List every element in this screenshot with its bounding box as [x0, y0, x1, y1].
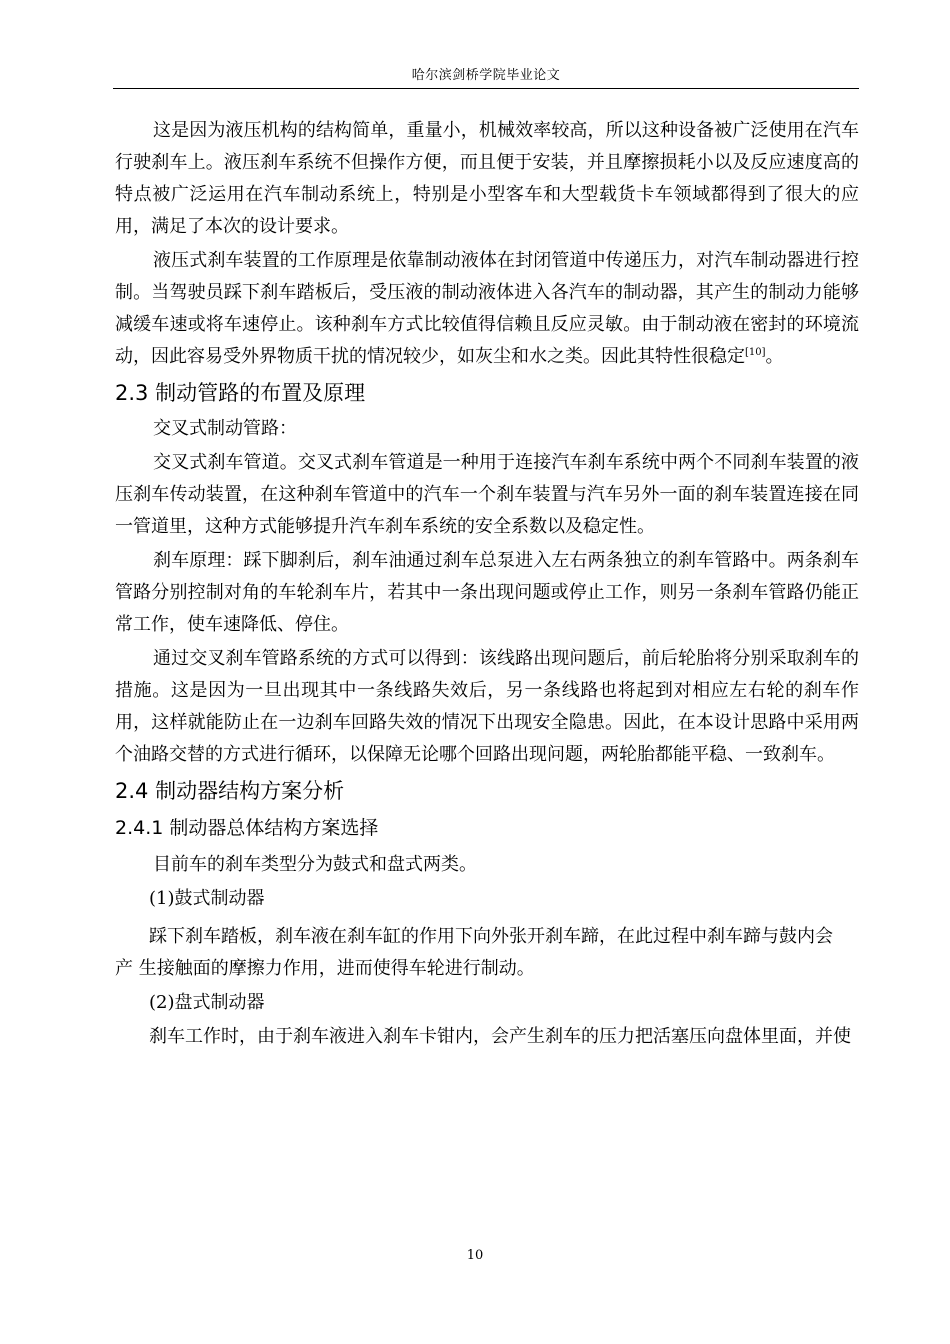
paragraph-hydraulic-advantages: 这是因为液压机构的结构简单，重量小，机械效率较高，所以这种设备被广泛使用在汽车行驶刹车上。液压刹车系统不但操作方便，而且便于安装，并且摩擦损耗小以及反应速度高的特点被广泛运用在汽车制动系统上，特别是小型客车和大型载货卡车领域都得到了很大的应用，满足了本次的设计要求。 — [115, 120, 859, 237]
paragraph-brake-principle: 刹车原理：踩下脚刹后，刹车油通过刹车总泵进入左右两条独立的刹车管路中。两条刹车管路分别控制对角的车轮刹车片，若其中一条出现问题或停止工作，则另一条刹车管路仍能正常工作，使车速降低、停住。 — [115, 550, 859, 635]
paragraph-disc-brake-label: (2)盘式制动器 — [149, 992, 265, 1013]
paragraph-cross-pipeline: 交叉式刹车管道。交叉式刹车管道是一种用于连接汽车刹车系统中两个不同刹车装置的液压刹车传动装置，在这种刹车管道中的汽车一个刹车装置与汽车另外一面的刹车装置连接在同一管道里，这种方式能够提升汽车刹车系统的安全系数以及稳定性。 — [115, 452, 859, 537]
paragraph-cross-system: 通过交叉刹车管路系统的方式可以得到：该线路出现问题后，前后轮胎将分别采取刹车的措施。这是因为一旦出现其中一条线路失效后，另一条线路也将起到对相应左右轮的刹车作用，这样就能防止在一边刹车回路失效的情况下出现安全隐患。因此，在本设计思路中采用两个油路交替的方式进行循环，以保障无论哪个回路出现问题，两轮胎都能平稳、一致刹车。 — [115, 648, 859, 765]
subsection-heading-2-4-1: 2.4.1 制动器总体结构方案选择 — [115, 817, 379, 839]
paragraph-drum-brake-line1: 踩下刹车踏板，刹车液在刹车缸的作用下向外张开刹车蹄，在此过程中刹车蹄与鼓内会 — [149, 926, 833, 947]
paragraph-drum-brake-label: (1)鼓式制动器 — [149, 888, 265, 909]
paragraph-hydraulic-principle — [115, 245, 859, 373]
header-rule — [113, 88, 859, 89]
paragraph-disc-brake: 刹车工作时，由于刹车液进入刹车卡钳内，会产生刹车的压力把活塞压向盘体里面，并使 — [149, 1026, 851, 1047]
citation: [10] — [745, 347, 766, 358]
paragraph-cross-pipeline-label: 交叉式制动管路： — [153, 418, 297, 439]
page-number: 10 — [466, 1248, 484, 1263]
page-header: 哈尔滨剑桥学院毕业论文 — [411, 68, 561, 83]
paragraph-brake-types: 目前车的刹车类型分为鼓式和盘式两类。 — [153, 854, 477, 875]
page-body — [115, 115, 859, 1053]
paragraph-text: 液压式刹车装置的工作原理是依靠制动液体在封闭管道中传递压力，对汽车制动器进行控制。当驾驶员踩下刹车踏板后，受压液的制动液体进入各汽车的制动器，其产生的制动力能够减缓车速或将车速停止。该种刹车方式比较值得信赖且反应灵敏。由于制动液在密封的环境流动，因此容易受外界物质干扰的情况较少，如灰尘和水之类。因此其特性很稳定 — [115, 250, 859, 367]
paragraph-end: 。 — [765, 346, 784, 367]
section-heading-2-3: 2.3 制动管路的布置及原理 — [115, 381, 366, 405]
paragraph-drum-brake-line2: 产 生接触面的摩擦力作用，进而使得车轮进行制动。 — [115, 958, 535, 979]
section-heading-2-4: 2.4 制动器结构方案分析 — [115, 779, 345, 803]
